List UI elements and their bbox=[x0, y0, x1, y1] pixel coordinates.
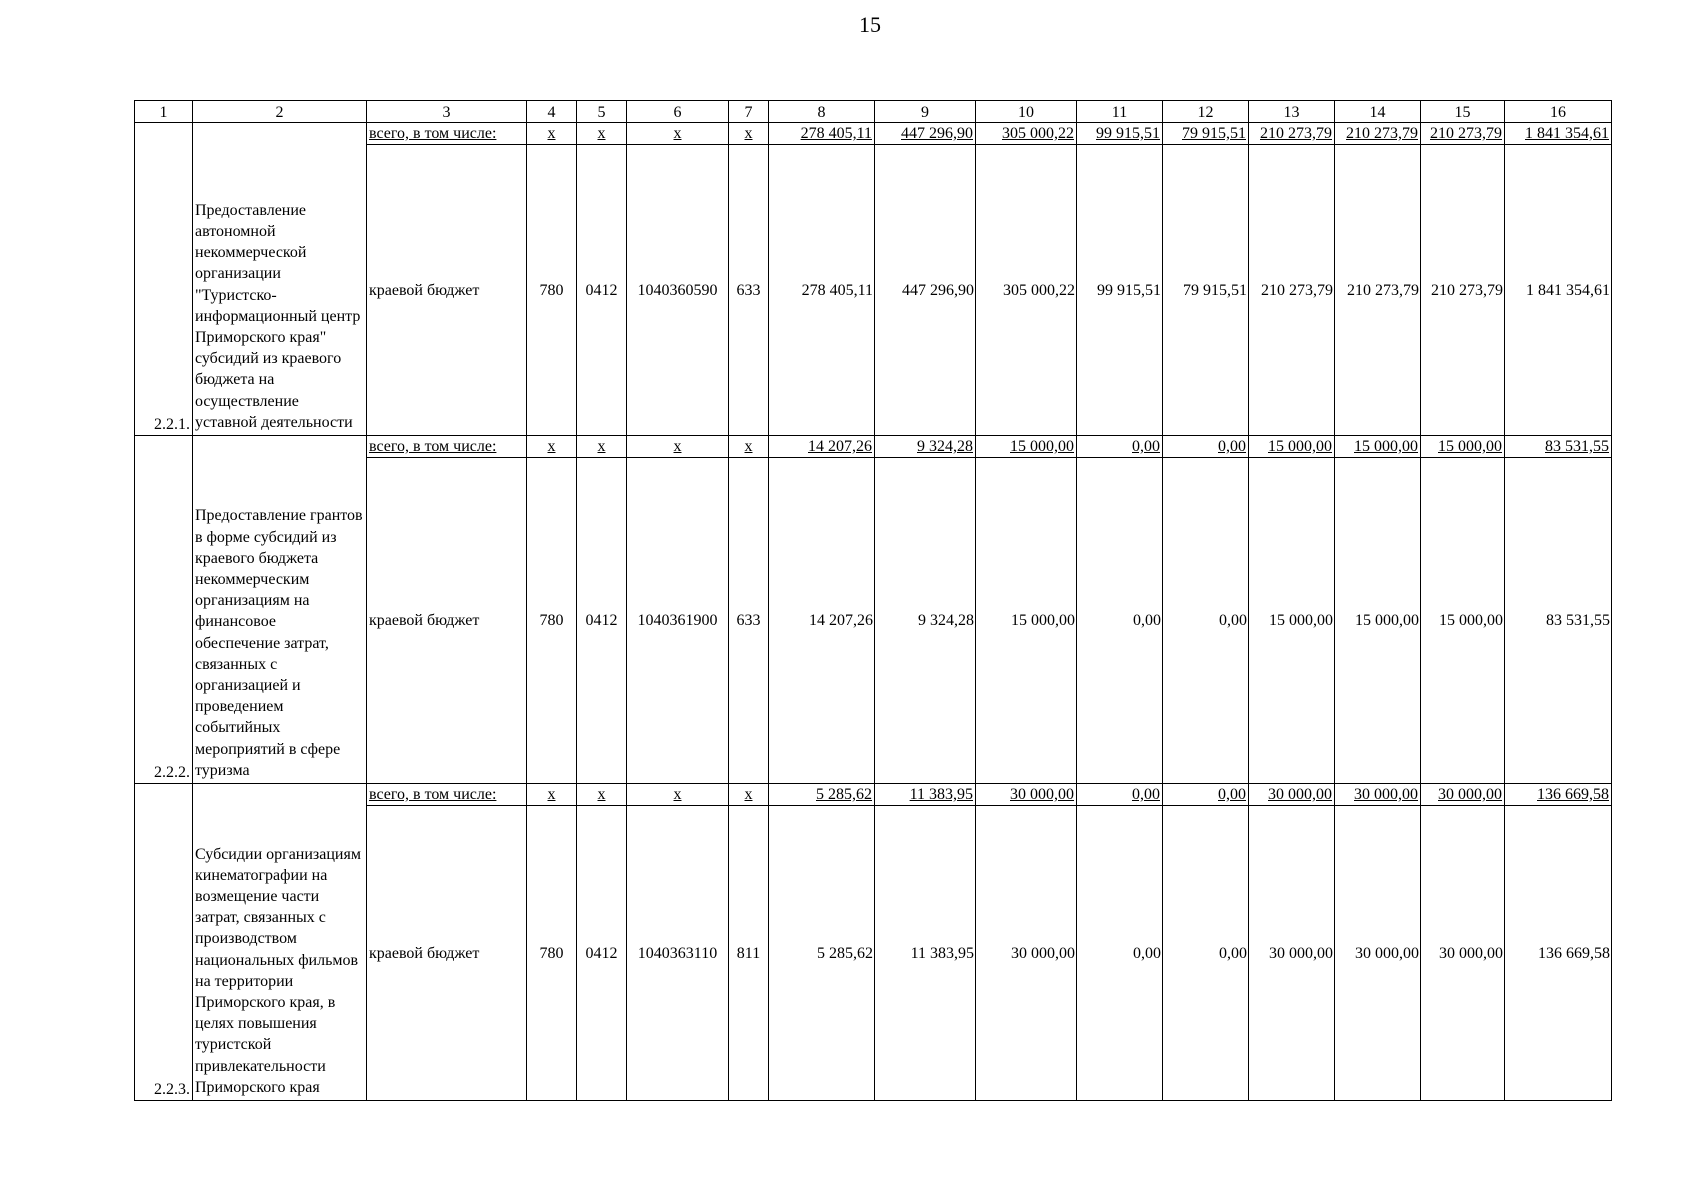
amount-cell: 0,00 bbox=[1163, 458, 1249, 784]
code-cell: х bbox=[577, 784, 627, 806]
header-row bbox=[135, 101, 1612, 123]
header-cell: 12 bbox=[1163, 101, 1249, 123]
amount-cell: 9 324,28 bbox=[875, 458, 976, 784]
amount-cell: 210 273,79 bbox=[1249, 123, 1335, 145]
total-row bbox=[135, 436, 1612, 458]
amount-cell: 30 000,00 bbox=[1421, 806, 1505, 1101]
amount-cell: 30 000,00 bbox=[1249, 806, 1335, 1101]
header-cell: 4 bbox=[527, 101, 577, 123]
amount-cell: 99 915,51 bbox=[1077, 123, 1163, 145]
amount-cell: 15 000,00 bbox=[976, 458, 1077, 784]
code-cell: х bbox=[627, 436, 729, 458]
amount-cell: 278 405,11 bbox=[769, 123, 875, 145]
amount-cell: 136 669,58 bbox=[1505, 784, 1612, 806]
amount-cell: 30 000,00 bbox=[976, 806, 1077, 1101]
amount-cell: 15 000,00 bbox=[1335, 458, 1421, 784]
amount-cell: 5 285,62 bbox=[769, 784, 875, 806]
amount-cell: 30 000,00 bbox=[1421, 784, 1505, 806]
code-cell: 1040361900 bbox=[627, 458, 729, 784]
amount-cell: 99 915,51 bbox=[1077, 145, 1163, 436]
funding-source: краевой бюджет bbox=[367, 145, 527, 436]
code-cell: 0412 bbox=[577, 458, 627, 784]
header-cell: 16 bbox=[1505, 101, 1612, 123]
header-cell: 15 bbox=[1421, 101, 1505, 123]
amount-cell: 5 285,62 bbox=[769, 806, 875, 1101]
amount-cell: 11 383,95 bbox=[875, 806, 976, 1101]
amount-cell: 305 000,22 bbox=[976, 123, 1077, 145]
amount-cell: 0,00 bbox=[1163, 436, 1249, 458]
budget-table bbox=[134, 100, 1612, 1101]
code-cell: 780 bbox=[527, 458, 577, 784]
amount-cell: 14 207,26 bbox=[769, 458, 875, 784]
amount-cell: 0,00 bbox=[1077, 806, 1163, 1101]
row-number: 2.2.1. bbox=[135, 123, 193, 436]
header-cell: 1 bbox=[135, 101, 193, 123]
amount-cell: 447 296,90 bbox=[875, 145, 976, 436]
amount-cell: 14 207,26 bbox=[769, 436, 875, 458]
header-cell: 8 bbox=[769, 101, 875, 123]
header-cell: 10 bbox=[976, 101, 1077, 123]
code-cell: 811 bbox=[729, 806, 769, 1101]
header-cell: 14 bbox=[1335, 101, 1421, 123]
amount-cell: 136 669,58 bbox=[1505, 806, 1612, 1101]
amount-cell: 0,00 bbox=[1163, 784, 1249, 806]
code-cell: х bbox=[627, 123, 729, 145]
amount-cell: 305 000,22 bbox=[976, 145, 1077, 436]
header-cell: 7 bbox=[729, 101, 769, 123]
header-cell: 3 bbox=[367, 101, 527, 123]
code-cell: х bbox=[527, 784, 577, 806]
code-cell: 780 bbox=[527, 806, 577, 1101]
amount-cell: 15 000,00 bbox=[976, 436, 1077, 458]
amount-cell: 1 841 354,61 bbox=[1505, 145, 1612, 436]
amount-cell: 79 915,51 bbox=[1163, 145, 1249, 436]
amount-cell: 0,00 bbox=[1163, 806, 1249, 1101]
amount-cell: 447 296,90 bbox=[875, 123, 976, 145]
funding-source-total: всего, в том числе: bbox=[367, 436, 527, 458]
code-cell: 633 bbox=[729, 458, 769, 784]
amount-cell: 15 000,00 bbox=[1335, 436, 1421, 458]
header-cell: 9 bbox=[875, 101, 976, 123]
amount-cell: 30 000,00 bbox=[976, 784, 1077, 806]
event-name: Предоставление грантов в форме субсидий из краевого бюджета некоммерческим организациям на финансовое обеспечение затрат, связанных с организацией и проведением событийных мероприятий в сфере туризма bbox=[193, 436, 367, 784]
amount-cell: 210 273,79 bbox=[1249, 145, 1335, 436]
amount-cell: 0,00 bbox=[1077, 458, 1163, 784]
code-cell: х bbox=[527, 436, 577, 458]
total-row bbox=[135, 784, 1612, 806]
code-cell: х bbox=[729, 123, 769, 145]
code-cell: 633 bbox=[729, 145, 769, 436]
amount-cell: 0,00 bbox=[1077, 436, 1163, 458]
amount-cell: 83 531,55 bbox=[1505, 458, 1612, 784]
amount-cell: 30 000,00 bbox=[1249, 784, 1335, 806]
funding-source: краевой бюджет bbox=[367, 806, 527, 1101]
row-number: 2.2.2. bbox=[135, 436, 193, 784]
code-cell: х bbox=[729, 436, 769, 458]
amount-cell: 15 000,00 bbox=[1421, 436, 1505, 458]
amount-cell: 1 841 354,61 bbox=[1505, 123, 1612, 145]
code-cell: х bbox=[577, 436, 627, 458]
amount-cell: 9 324,28 bbox=[875, 436, 976, 458]
amount-cell: 30 000,00 bbox=[1335, 806, 1421, 1101]
amount-cell: 79 915,51 bbox=[1163, 123, 1249, 145]
amount-cell: 210 273,79 bbox=[1335, 145, 1421, 436]
code-cell: х bbox=[577, 123, 627, 145]
event-name: Предоставление автономной некоммерческой организации "Туристско-информационный центр Приморского края" субсидий из краевого бюджета на осуществление уставной деятельности bbox=[193, 123, 367, 436]
row-number: 2.2.3. bbox=[135, 784, 193, 1101]
header-cell: 13 bbox=[1249, 101, 1335, 123]
code-cell: 0412 bbox=[577, 145, 627, 436]
page-number: 15 bbox=[859, 12, 881, 37]
event-name: Субсидии организациям кинематографии на возмещение части затрат, связанных с производством национальных фильмов на территории Приморского края, в целях повышения туристской привлекательности Приморского края bbox=[193, 784, 367, 1101]
amount-cell: 0,00 bbox=[1077, 784, 1163, 806]
header-cell: 2 bbox=[193, 101, 367, 123]
code-cell: 1040363110 bbox=[627, 806, 729, 1101]
funding-source-total: всего, в том числе: bbox=[367, 123, 527, 145]
code-cell: х bbox=[729, 784, 769, 806]
code-cell: 0412 bbox=[577, 806, 627, 1101]
code-cell: 1040360590 bbox=[627, 145, 729, 436]
header-cell: 6 bbox=[627, 101, 729, 123]
code-cell: х bbox=[527, 123, 577, 145]
amount-cell: 210 273,79 bbox=[1421, 145, 1505, 436]
header-cell: 11 bbox=[1077, 101, 1163, 123]
total-row bbox=[135, 123, 1612, 145]
amount-cell: 83 531,55 bbox=[1505, 436, 1612, 458]
funding-source-total: всего, в том числе: bbox=[367, 784, 527, 806]
code-cell: 780 bbox=[527, 145, 577, 436]
funding-source: краевой бюджет bbox=[367, 458, 527, 784]
amount-cell: 15 000,00 bbox=[1249, 436, 1335, 458]
amount-cell: 30 000,00 bbox=[1335, 784, 1421, 806]
amount-cell: 210 273,79 bbox=[1335, 123, 1421, 145]
header-cell: 5 bbox=[577, 101, 627, 123]
amount-cell: 278 405,11 bbox=[769, 145, 875, 436]
code-cell: х bbox=[627, 784, 729, 806]
amount-cell: 210 273,79 bbox=[1421, 123, 1505, 145]
amount-cell: 15 000,00 bbox=[1249, 458, 1335, 784]
amount-cell: 11 383,95 bbox=[875, 784, 976, 806]
amount-cell: 15 000,00 bbox=[1421, 458, 1505, 784]
